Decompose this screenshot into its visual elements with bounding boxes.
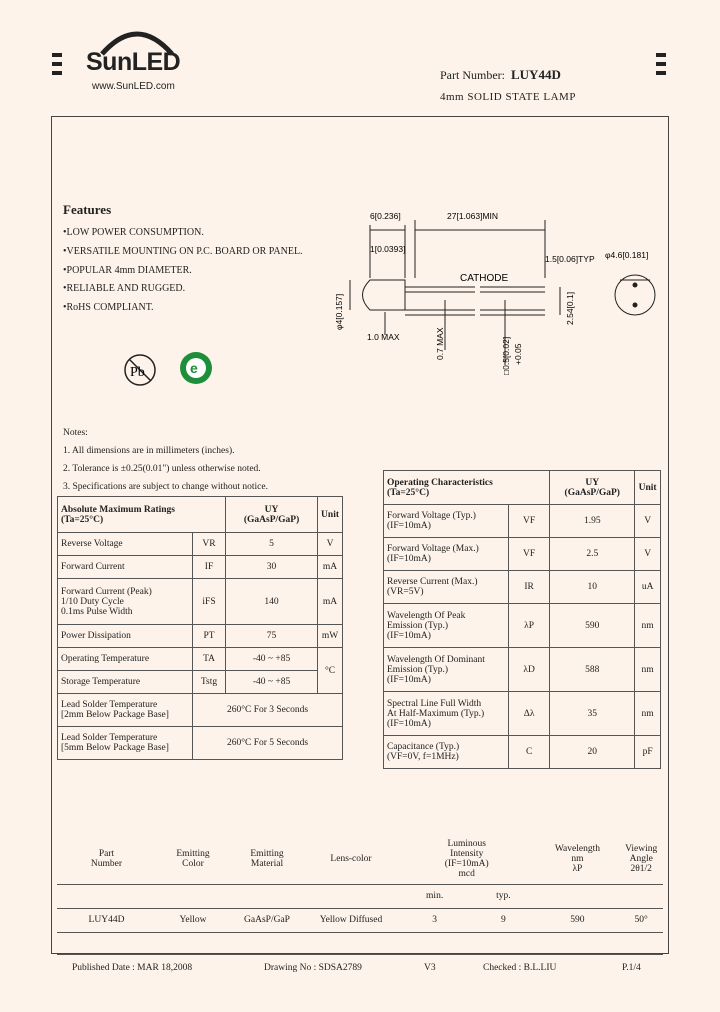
e-label: e [190,360,198,376]
table-row: Forward Current (Peak) 1/10 Duty Cycle 0.1ms Pulse Width iFS 140 mA [58,579,343,625]
feature-item: • VERSATILE MOUNTING ON P.C. BOARD OR PANEL. [63,243,303,262]
package-drawing [325,200,665,385]
version: V3 [424,963,436,973]
feature-item: • RoHS COMPLIANT. [63,299,303,318]
dim-4: φ4[0.157] [334,293,344,330]
table-row: Forward Current IF 30 mA [58,556,343,579]
cathode-label: CATHODE [460,273,509,284]
table-row: Wavelength Of Dominant Emission (Typ.) (IF=10mA) λD 588 nm [384,648,661,692]
table-row: Wavelength Of Peak Emission (Typ.) (IF=10mA) λP 590 nm [384,604,661,648]
pb-free-icon [120,350,160,390]
header-cell: Operating Characteristics (Ta=25°C) [384,471,550,505]
left-marks [52,53,62,80]
features-title: Features [63,202,112,217]
note-item: 1. All dimensions are in millimeters (inches). [63,446,235,456]
header-cell: UY (GaAsP/GaP) [550,471,635,505]
feature-item: • POPULAR 4mm DIAMETER. [63,262,303,281]
dim-4-6: φ4.6[0.181] [605,250,649,260]
feature-item: • LOW POWER CONSUMPTION. [63,224,303,243]
part-number-value: LUY44D [511,67,561,82]
table-row: min. typ. [57,884,663,908]
table-row: Spectral Line Full Width At Half-Maximum (Typ.) (IF=10mA) Δλ 35 nm [384,692,661,736]
table-row: Lead Solder Temperature [5mm Below Package Base] 260°C For 5 Seconds [58,727,343,760]
dim-0-5: □0.5[0.02] [501,336,511,375]
checked-by: Checked : B.L.LIU [483,963,557,973]
table-header-row [58,497,343,533]
table-row: Operating Temperature TA -40 ~ +85 °C [58,648,343,671]
rohs-e-icon [178,350,214,386]
table-row: LUY44D Yellow GaAsP/GaP Yellow Diffused 3 9 590 50° [57,908,663,932]
dim-tolerance: +0.05 [513,343,523,365]
absolute-max-ratings-table [57,496,343,760]
table-row: Reverse Voltage VR 5 V [58,533,343,556]
dim-1-0-max: 1.0 MAX [367,332,400,342]
table-row: Capacitance (Typ.) (VF=0V, f=1MHz) C 20 pF [384,736,661,769]
drawing-number: Drawing No : SDSA2789 [264,963,362,973]
table-row [57,932,663,954]
feature-item: • RELIABLE AND RUGGED. [63,280,303,299]
table-row: Lead Solder Temperature [2mm Below Package Base] 260°C For 3 Seconds [58,694,343,727]
part-number [440,67,561,83]
right-marks [656,53,666,80]
page-number: P.1/4 [622,963,641,973]
dim-2-54: 2.54[0.1] [565,291,575,325]
table-header-row [384,471,661,505]
features-list [63,224,303,318]
note-item: 2. Tolerance is ±0.25(0.01") unless otherwise noted. [63,464,261,474]
table-row: Reverse Current (Max.) (VR=5V) IR 10 uA [384,571,661,604]
header-cell: Unit [318,497,343,533]
dim-1: 1[0.0393] [370,244,406,254]
table-row: Storage Temperature Tstg -40 ~ +85 [58,671,343,694]
dim-0-7-max: 0.7 MAX [435,327,445,360]
note-item: 3. Specifications are subject to change without notice. [63,482,268,492]
notes-title: Notes: [63,428,88,438]
logo: SunLED [86,48,181,76]
website-link[interactable]: www.SunLED.com [92,81,175,92]
published-date: Published Date : MAR 18,2008 [72,963,193,973]
product-description: 4mm SOLID STATE LAMP [440,91,576,103]
part-number-label: Part Number: [440,68,505,82]
pb-label: Pb [130,365,145,380]
selection-guide-table [57,834,663,955]
dim-27: 27[1.063]MIN [447,211,499,221]
table-row: Forward Voltage (Typ.) (IF=10mA) VF 1.95 V [384,505,661,538]
table-row: Forward Voltage (Max.) (IF=10mA) VF 2.5 V [384,538,661,571]
header-cell: Unit [635,471,661,505]
header-cell: UY (GaAsP/GaP) [226,497,318,533]
notes [63,424,268,496]
dim-6: 6[0.236] [370,211,401,221]
table-header-row: Part Number Emitting Color Emitting Material Lens-color Luminous Intensity (IF=10mA) mcd Wavelength nm λP Viewing Angle 2θ1/2 [57,834,663,884]
dim-1-5: 1.5[0.06]TYP [545,254,595,264]
table-row: Power Dissipation PT 75 mW [58,625,343,648]
header-cell: Absolute Maximum Ratings (Ta=25°C) [58,497,226,533]
operating-characteristics-table [383,470,661,769]
